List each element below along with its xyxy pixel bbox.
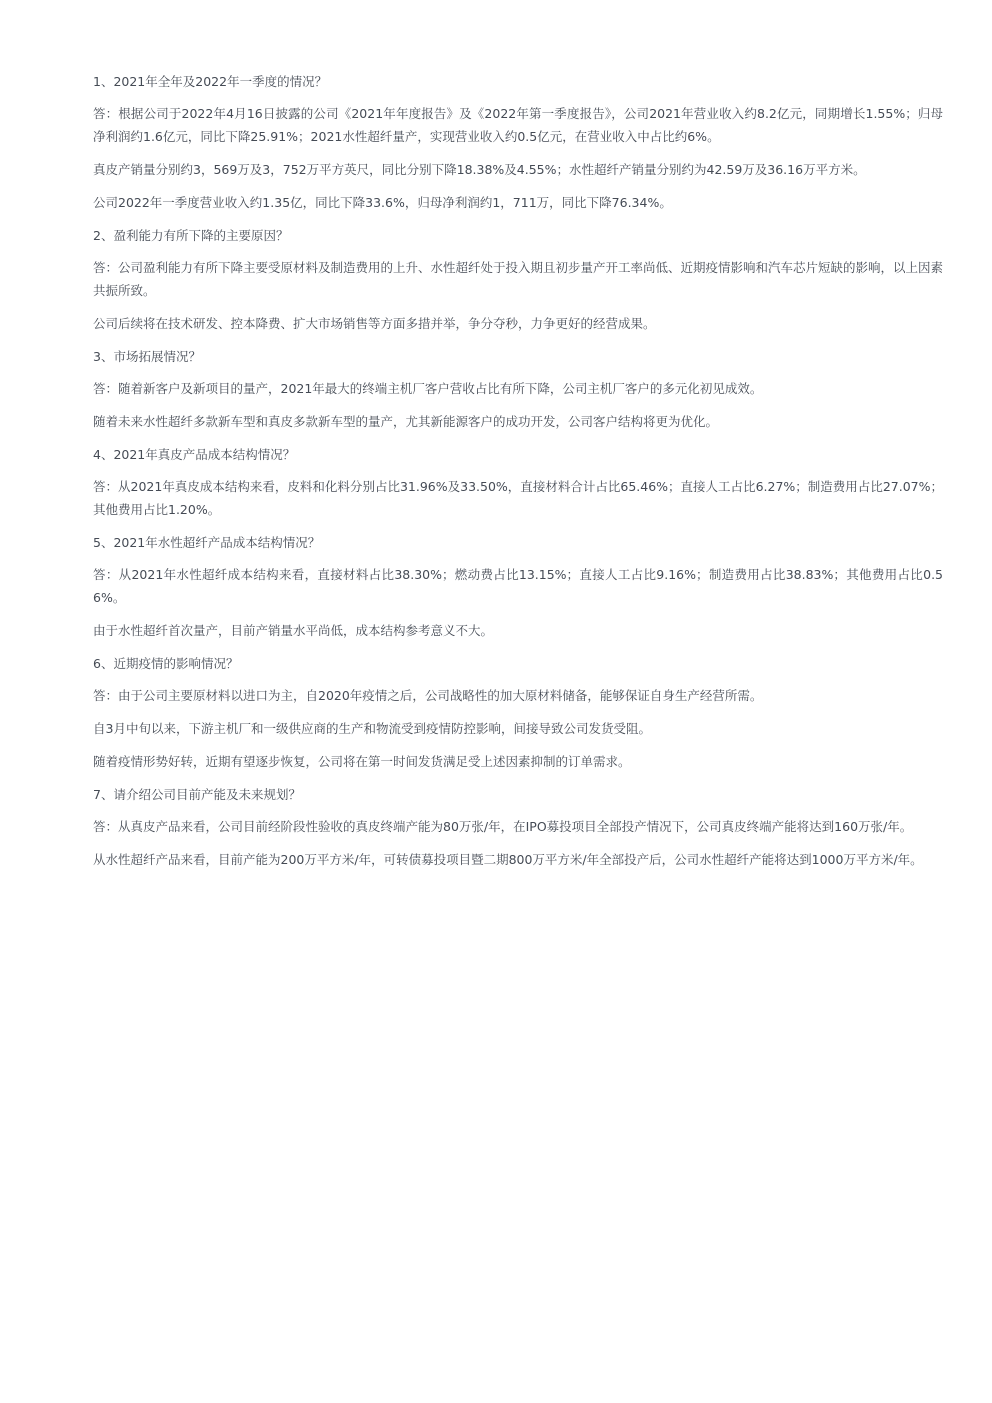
body-paragraph: 公司后续将在技术研发、控本降费、扩大市场销售等方面多措并举，争分夺秒，力争更好的经营成果。 [93, 316, 656, 331]
question-heading-7: 7、请介绍公司目前产能及未来规划？ [93, 787, 301, 802]
body-paragraph: 由于水性超纤首次量产，目前产销量水平尚低，成本结构参考意义不大。 [93, 623, 494, 638]
question-heading-1: 1、2021年全年及2022年一季度的情况？ [93, 74, 328, 89]
body-paragraph: 随着未来水性超纤多款新车型和真皮多款新车型的量产，尤其新能源客户的成功开发，公司客户结构将更为优化。 [93, 414, 719, 429]
body-paragraph: 随着疫情形势好转，近期有望逐步恢复，公司将在第一时间发货满足受上述因素抑制的订单需求。 [93, 754, 631, 769]
answer-paragraph: 答：从2021年真皮成本结构来看，皮料和化料分别占比31.96%及33.50%，直接材料合计占比65.46%；直接人工占比6.27%；制造费用占比27.07%；其他费用占比1.20%。 [93, 479, 943, 517]
answer-paragraph: 答：公司盈利能力有所下降主要受原材料及制造费用的上升、水性超纤处于投入期且初步量产开工率尚低、近期疫情影响和汽车芯片短缺的影响，以上因素共振所致。 [93, 260, 944, 298]
question-heading-6: 6、近期疫情的影响情况？ [93, 656, 239, 671]
document-body [93, 70, 943, 881]
question-heading-2: 2、盈利能力有所下降的主要原因？ [93, 228, 289, 243]
question-heading-3: 3、市场拓展情况？ [93, 349, 201, 364]
body-paragraph: 从水性超纤产品来看，目前产能为200万平方米/年，可转债募投项目暨二期800万平方米/年全部投产后，公司水性超纤产能将达到1000万平方米/年。 [93, 852, 923, 867]
answer-paragraph: 答：根据公司于2022年4月16日披露的公司《2021年年度报告》及《2022年第一季度报告》，公司2021年营业收入约8.2亿元，同期增长1.55%；归母净利润约1.6亿元，同比下降25.91%；2021水性超纤量产，实现营业收入约0.5亿元，在营业收入中占比约6%。 [93, 106, 943, 144]
body-paragraph: 自3月中旬以来，下游主机厂和一级供应商的生产和物流受到疫情防控影响，间接导致公司发货受阻。 [93, 721, 651, 736]
answer-paragraph: 答：由于公司主要原材料以进口为主，自2020年疫情之后，公司战略性的加大原材料储备，能够保证自身生产经营所需。 [93, 688, 763, 703]
question-heading-5: 5、2021年水性超纤产品成本结构情况？ [93, 535, 321, 550]
question-heading-4: 4、2021年真皮产品成本结构情况？ [93, 447, 296, 462]
answer-paragraph: 答：从2021年水性超纤成本结构来看，直接材料占比38.30%；燃动费占比13.15%；直接人工占比9.16%；制造费用占比38.83%；其他费用占比0.56%。 [93, 567, 943, 605]
answer-paragraph: 答：从真皮产品来看，公司目前经阶段性验收的真皮终端产能为80万张/年，在IPO募投项目全部投产情况下，公司真皮终端产能将达到160万张/年。 [93, 819, 913, 834]
body-paragraph: 真皮产销量分别约3，569万及3，752万平方英尺，同比分别下降18.38%及4.55%；水性超纤产销量分别约为42.59万及36.16万平方米。 [93, 162, 866, 177]
body-paragraph: 公司2022年一季度营业收入约1.35亿，同比下降33.6%，归母净利润约1，711万，同比下降76.34%。 [93, 195, 672, 210]
answer-paragraph: 答：随着新客户及新项目的量产，2021年最大的终端主机厂客户营收占比有所下降，公司主机厂客户的多元化初见成效。 [93, 381, 763, 396]
